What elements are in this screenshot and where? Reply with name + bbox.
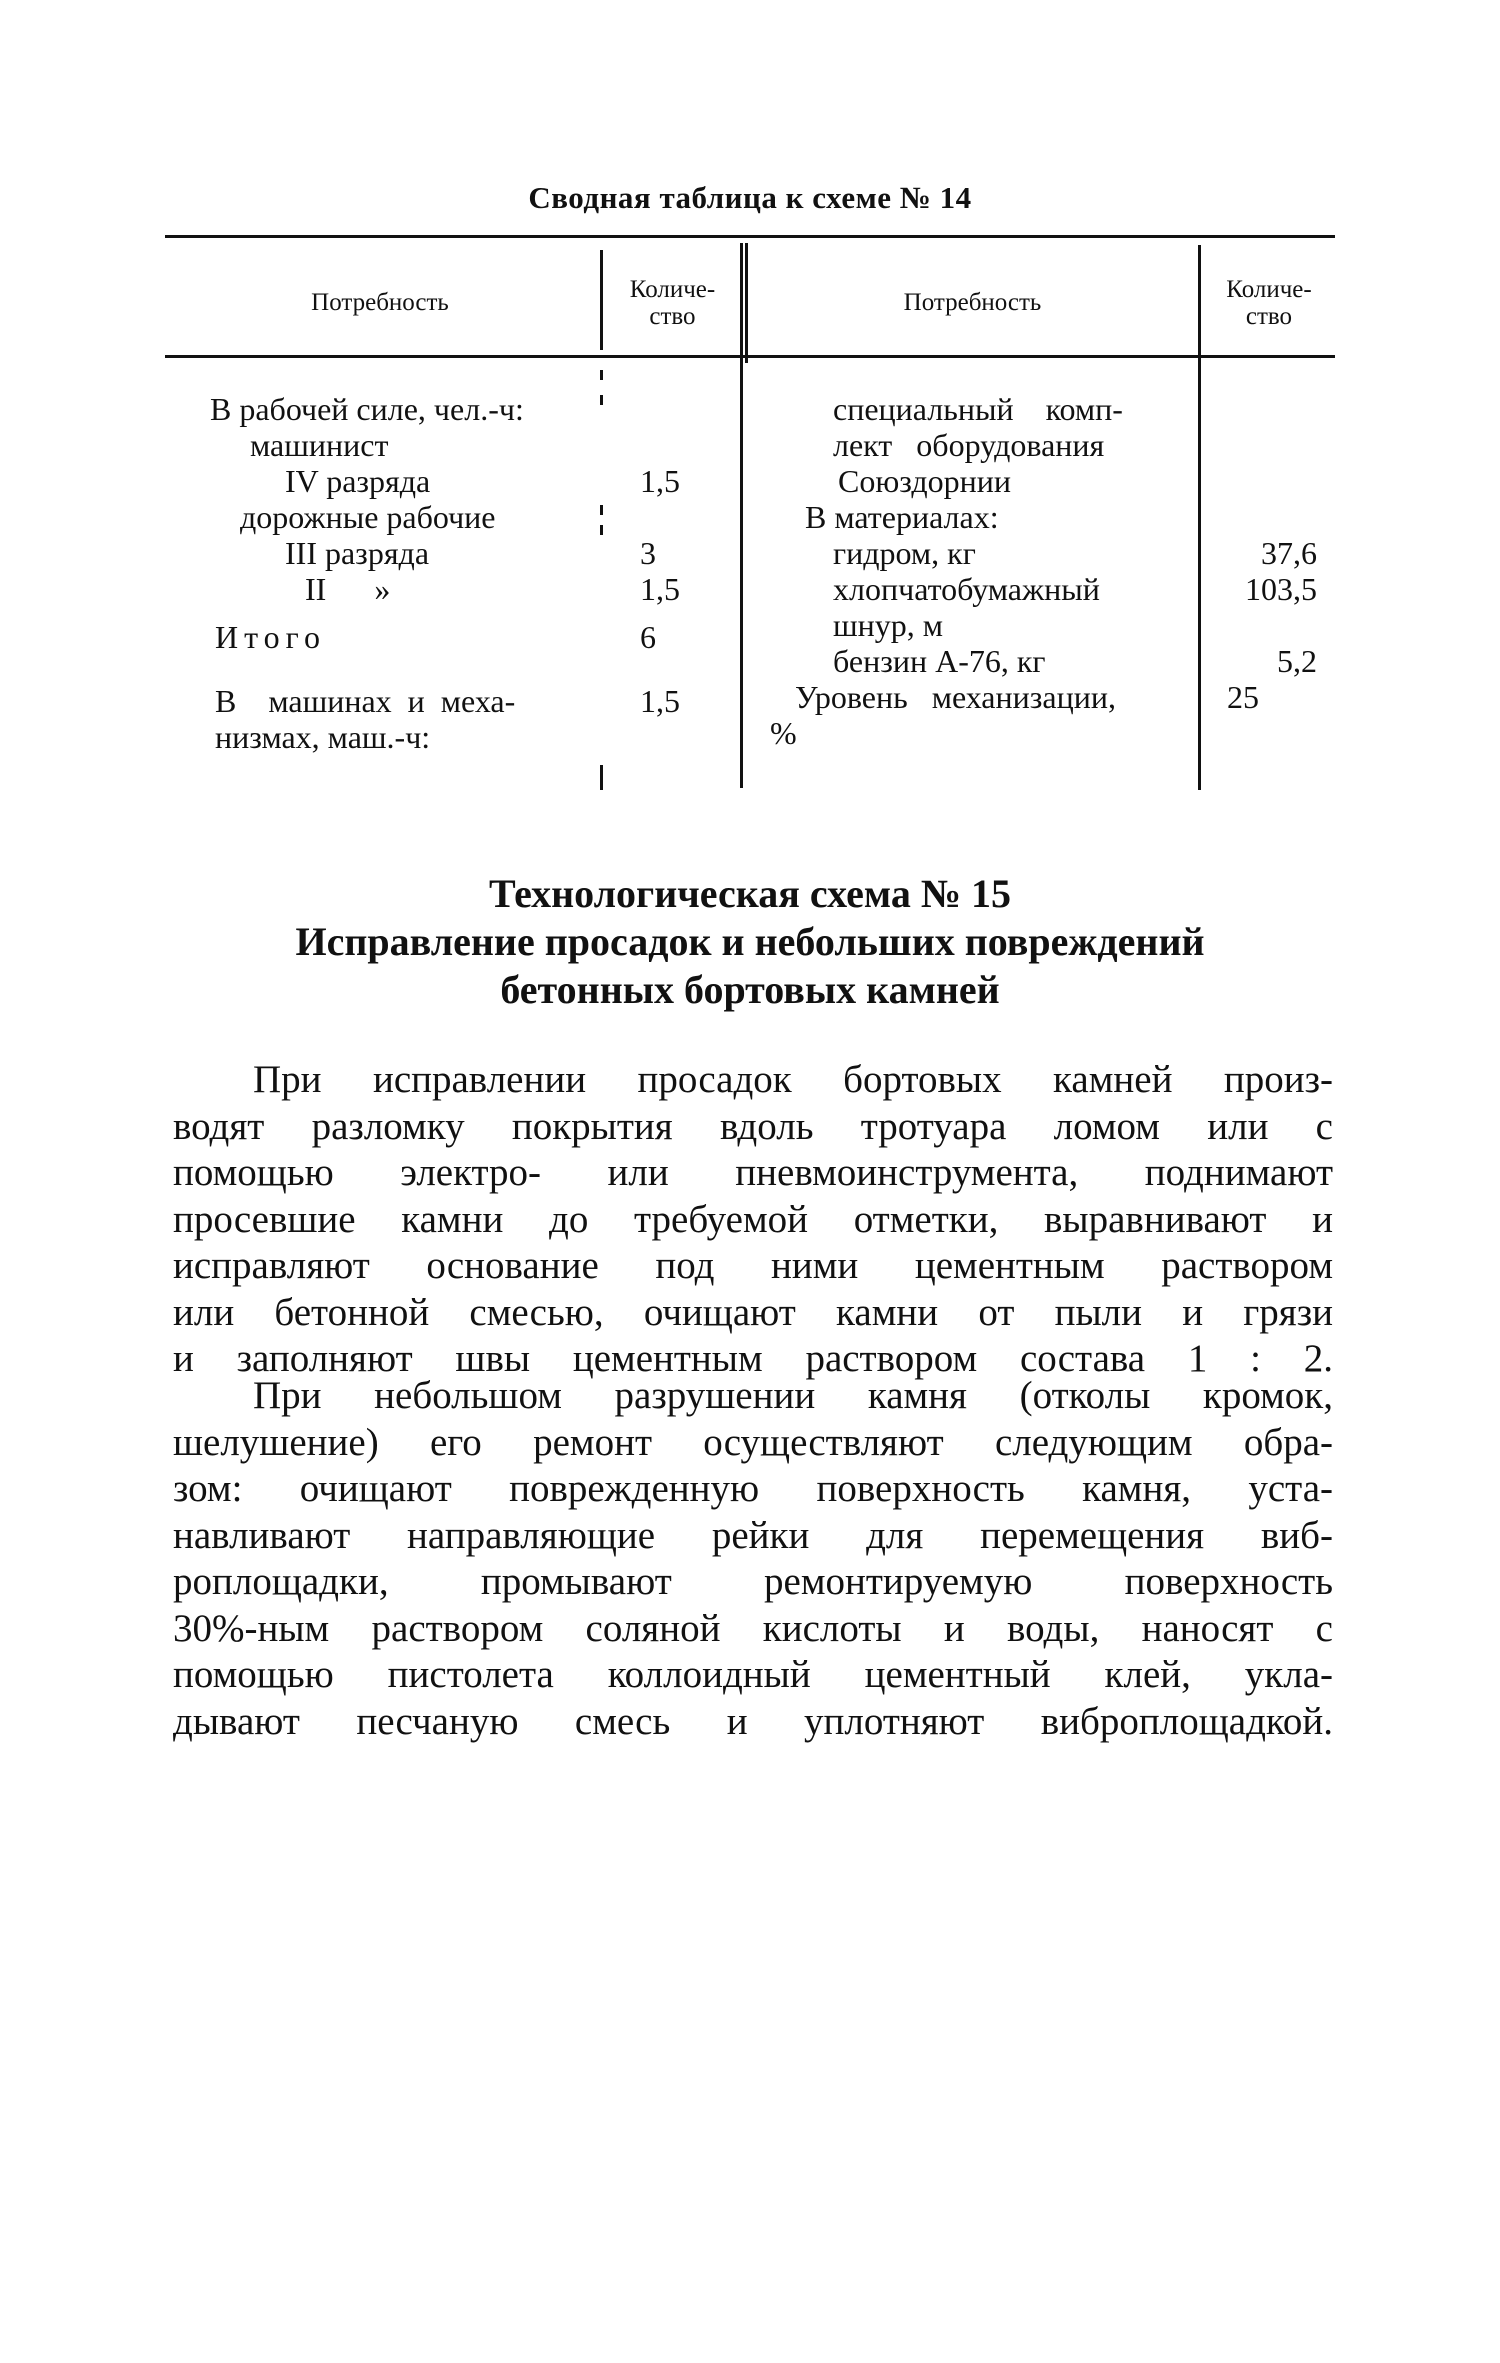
scheme-heading [150, 870, 1350, 1014]
table-cell: низмах, маш.-ч: [215, 719, 431, 755]
table-cell: гидром, кг [833, 535, 976, 571]
column-divider [1198, 245, 1201, 790]
table-cell: лект оборудования [833, 427, 1105, 463]
text-line: исправляют основание под ними цементным раствором [173, 1244, 1333, 1287]
summary-table [165, 235, 1335, 795]
table-cell: Союздорнии [838, 463, 1011, 499]
table-cell: II » [305, 571, 391, 607]
text-line: дывают песчаную смесь и уплотняют виброплощадкой. [173, 1699, 1333, 1743]
table-title: Сводная таблица к схеме № 14 [528, 180, 972, 215]
text-line: просевшие камни до требуемой отметки, выравнивают и [173, 1197, 1333, 1241]
text-line: и заполняют швы цементным раствором состава 1 : 2. [173, 1337, 1333, 1380]
table-cell: % [770, 715, 797, 751]
header-qty-left: Количе- ство [629, 275, 716, 330]
column-divider [600, 525, 603, 535]
table-cell: специальный комп- [833, 391, 1123, 427]
text-line: навливают направляющие рейки для перемещения виб- [173, 1513, 1333, 1557]
text-line: помощью электро- или пневмоинструмента, поднимают [173, 1151, 1333, 1194]
text-line: водят разломку покрытия вдоль тротуара ломом или с [173, 1104, 1333, 1148]
table-qty: 103,5 [1245, 571, 1317, 607]
table-cell: Уровень механизации, [795, 679, 1116, 715]
header-qty-right: Количе- ство [1226, 275, 1312, 330]
text-line: или бетонной смесью, очищают камни от пыли и грязи [173, 1290, 1333, 1334]
table-cell: хлопчатобумажный [833, 571, 1100, 607]
column-divider [600, 395, 603, 405]
text-line: помощью пистолета коллоидный цементный клей, укла- [173, 1653, 1333, 1696]
table-cell: дорожные рабочие [240, 499, 496, 535]
table-cell: В машинах и меха- [215, 683, 516, 719]
table-qty: 1,5 [640, 571, 680, 607]
text-line: шелушение) его ремонт осуществляют следующим обра- [173, 1420, 1333, 1464]
column-divider [600, 370, 603, 380]
table-cell: бензин А-76, кг [833, 643, 1046, 679]
table-qty: 25 [1227, 679, 1259, 715]
table-qty: 6 [640, 619, 656, 655]
text-line: При исправлении просадок бортовых камней произ- [253, 1058, 1333, 1101]
table-qty: 3 [640, 535, 656, 571]
text-line: 30%-ным раствором соляной кислоты и воды, наносят с [173, 1606, 1333, 1650]
text-line: роплощадки, промывают ремонтируемую поверхность [173, 1560, 1333, 1603]
table-qty: 1,5 [640, 683, 680, 719]
column-divider [740, 243, 743, 788]
table-top-rule [165, 235, 1335, 238]
scheme-number: Технологическая схема № 15 [488, 871, 1012, 916]
table-qty: 1,5 [640, 463, 680, 499]
text-line: При небольшом разрушении камня (отколы кромок, [253, 1374, 1333, 1417]
table-cell: В материалах: [805, 499, 999, 535]
header-need-left: Потребность [311, 289, 449, 316]
table-header-rule [165, 355, 1335, 358]
table-cell: III разряда [285, 535, 430, 571]
table-cell: машинист [250, 427, 389, 463]
column-divider [745, 243, 748, 363]
header-need-right: Потребность [903, 289, 1042, 316]
column-divider [600, 505, 603, 515]
table-qty: 37,6 [1261, 535, 1317, 571]
text-line: зом: очищают поврежденную поверхность камня, уста- [173, 1467, 1333, 1510]
scheme-title-line: бетонных бортовых камней [500, 967, 1000, 1012]
table-cell-total: Итого [215, 619, 326, 655]
table-qty: 5,2 [1277, 643, 1317, 679]
scheme-title-line: Исправление просадок и небольших повреждений [295, 919, 1205, 964]
paragraph-2 [173, 1373, 1333, 1745]
paragraph-1 [173, 1057, 1333, 1383]
table-cell: IV разряда [285, 463, 431, 499]
table-cell: шнур, м [833, 607, 944, 643]
table-cell: В рабочей силе, чел.-ч: [210, 391, 524, 427]
column-divider [600, 765, 603, 790]
column-divider [600, 250, 603, 350]
